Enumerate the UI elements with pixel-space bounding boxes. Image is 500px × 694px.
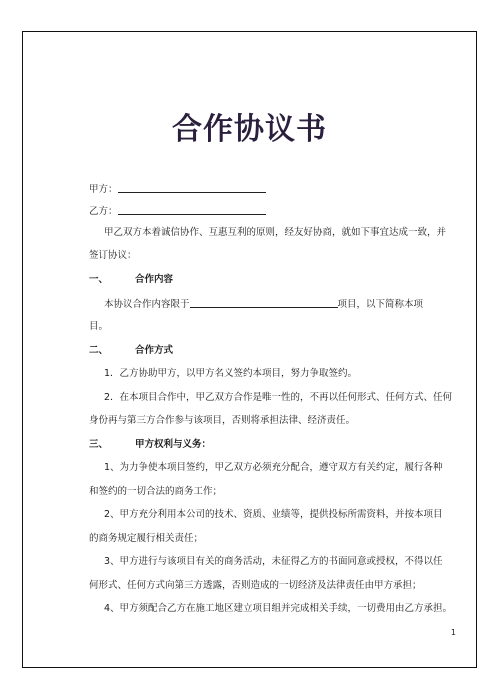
section-1-title: 合作内容	[135, 274, 174, 285]
section-1-text-post: 项目，以下简称本项	[337, 299, 424, 310]
section-3-item-3-line-1: 3、甲方进行与该项目有关的商务活动，未征得乙方的书面同意或授权，不得以任	[104, 556, 443, 567]
section-2-item-2-line-1: 2．在本项目合作中，甲乙双方合作是唯一性的，不再以任何形式、任何方式、任何	[104, 392, 453, 403]
intro-line-1: 甲乙双方本着诚信协作、互惠互利的原则，经友好协商，就如下事宜达成一致，并	[104, 227, 447, 238]
section-2-item-2-line-2: 身份再与第三方合作参与该项目，否则将承担法律、经济责任。	[89, 415, 356, 426]
party-b-label: 乙方：	[89, 206, 118, 217]
section-3-title: 甲方权利与义务：	[135, 439, 212, 450]
party-a-blank	[118, 182, 266, 193]
party-b-line	[89, 204, 266, 218]
intro-line-2: 签订协议：	[89, 250, 137, 261]
section-2-title: 合作方式	[135, 345, 174, 356]
section-3-item-1-line-1: 1、为力争使本项目签约，甲乙双方必须充分配合，遵守双方有关约定，履行各种	[104, 462, 443, 473]
party-a-label: 甲方：	[89, 184, 118, 195]
section-3-number: 三、	[89, 439, 109, 450]
section-3-item-1-line-2: 和签约的一切合法的商务工作；	[89, 486, 223, 497]
section-1-number: 一、	[89, 274, 109, 285]
document-page	[22, 31, 477, 668]
section-3-item-4: 4、甲方须配合乙方在施工地区建立项目组并完成相关手续，一切费用由乙方承担。	[104, 603, 453, 614]
project-name-blank	[190, 297, 338, 308]
section-3-item-3-line-2: 何形式、任何方式向第三方透露，否则造成的一切经济及法律责任由甲方承担；	[89, 580, 422, 591]
section-2-heading	[89, 345, 173, 357]
section-1-para-line-2: 目。	[89, 321, 109, 332]
section-1-text-pre: 本协议合作内容限于	[104, 299, 190, 310]
page-number: 1	[450, 628, 456, 637]
section-2-number: 二、	[89, 345, 109, 356]
section-3-heading	[89, 439, 211, 451]
section-1-heading	[89, 274, 173, 286]
section-1-para-line-1	[104, 297, 423, 311]
party-b-blank	[118, 204, 266, 215]
section-3-item-2-line-1: 2、甲方充分利用本公司的技术、资质、业绩等，提供投标所需资料，并按本项目	[104, 509, 443, 520]
section-2-item-1: 1．乙方协助甲方，以甲方名义签约本项目，努力争取签约。	[104, 368, 358, 379]
section-3-item-2-line-2: 的商务规定履行相关责任；	[89, 533, 204, 544]
document-title: 合作协议书	[172, 112, 327, 147]
party-a-line	[89, 182, 266, 196]
